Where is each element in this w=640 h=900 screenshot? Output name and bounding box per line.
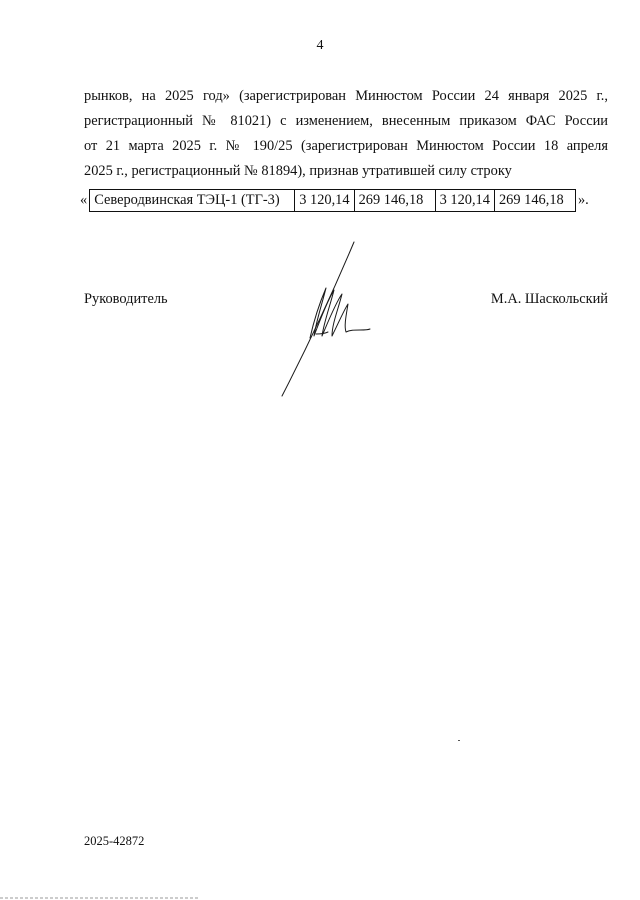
amended-row-quote (80, 188, 589, 212)
table-cell-value: 269 146,18 (354, 189, 435, 211)
amended-row-table (89, 189, 576, 212)
handwritten-signature (276, 240, 376, 400)
scan-speck (458, 740, 460, 741)
close-quote: ». (577, 191, 589, 208)
table-cell-value: 3 120,14 (295, 189, 354, 211)
scan-edge-dashes (0, 896, 200, 900)
table-cell-value: 3 120,14 (435, 189, 494, 211)
signer-title: Руководитель (84, 291, 168, 307)
body-line: от 21 марта 2025 г. № 190/25 (зарегистрирован Минюстом России 18 апреля (84, 138, 608, 154)
table-cell-value: 269 146,18 (494, 189, 575, 211)
document-number: 2025-42872 (84, 834, 145, 848)
page-number: 4 (316, 38, 324, 53)
table-cell-station: Северодвинская ТЭЦ-1 (ТГ-3) (90, 189, 295, 211)
signer-name: М.А. Шаскольский (490, 291, 608, 307)
body-line: рынков, на 2025 год» (зарегистрирован Минюстом России 24 января 2025 г., (84, 88, 608, 104)
body-line: регистрационный № 81021) с изменением, внесенным приказом ФАС России (84, 113, 608, 129)
table-row (90, 189, 576, 211)
body-paragraph (84, 84, 608, 184)
body-line: 2025 г., регистрационный № 81894), признав утратившей силу строку (84, 163, 512, 179)
open-quote: « (80, 191, 88, 208)
